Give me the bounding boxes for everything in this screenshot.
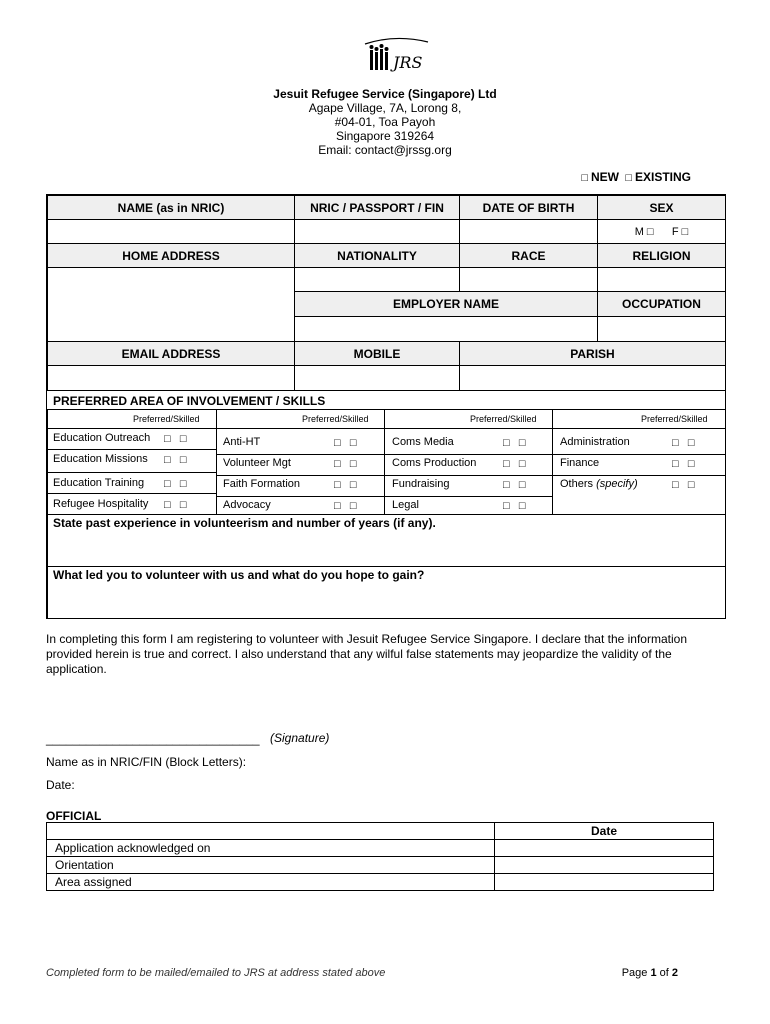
official-row-label: Orientation (47, 857, 495, 874)
skill-checkboxes[interactable]: □ □ (334, 437, 357, 449)
skill-coms-media: Coms Media (392, 436, 454, 448)
skill-fundraising: Fundraising (392, 478, 450, 490)
page-total: 2 (671, 967, 678, 979)
name-field[interactable] (47, 219, 295, 244)
skill-coms-production: Coms Production (392, 457, 477, 469)
page-number (622, 967, 678, 979)
page-current: 1 (650, 967, 657, 979)
signature-label: (Signature) (270, 731, 330, 745)
table-row (47, 823, 714, 840)
occupation-field[interactable] (597, 316, 726, 342)
occupation-header: OCCUPATION (597, 291, 726, 317)
email-field[interactable] (47, 365, 295, 391)
employer-field[interactable] (294, 316, 598, 342)
nationality-field[interactable] (294, 267, 460, 292)
preferred-skilled-label-3: Preferred/Skilled (470, 414, 537, 424)
org-email: Email: contact@jrssg.org (318, 143, 452, 157)
skill-finance: Finance (560, 457, 600, 469)
race-field[interactable] (459, 267, 598, 292)
skill-administration: Administration (560, 436, 630, 448)
involvement-title: PREFERRED AREA OF INVOLVEMENT / SKILLS (53, 394, 326, 408)
mobile-field[interactable] (294, 365, 460, 391)
nric-field[interactable] (294, 219, 460, 244)
org-address-line1: Agape Village, 7A, Lorong 8, (308, 101, 462, 115)
official-table (46, 822, 714, 891)
parish-header: PARISH (459, 341, 726, 366)
skill-refugee-hospitality: Refugee Hospitality (53, 498, 149, 510)
preferred-skilled-label-1: Preferred/Skilled (133, 414, 200, 424)
skill-anti-ht: Anti-HT (223, 436, 261, 448)
block-name-label: Name as in NRIC/FIN (Block Letters): (46, 755, 247, 769)
skill-checkboxes[interactable]: □ □ (672, 437, 695, 449)
existing-checkbox[interactable]: □ (625, 172, 632, 184)
jrs-logo (360, 36, 430, 76)
skill-education-training: Education Training (53, 477, 145, 489)
official-date-field[interactable] (495, 857, 714, 874)
skill-checkboxes[interactable]: □ □ (164, 478, 187, 490)
skill-checkboxes[interactable]: □ □ (334, 500, 357, 512)
preferred-skilled-label-2: Preferred/Skilled (302, 414, 369, 424)
race-header: RACE (459, 243, 598, 268)
skill-others-label: Others (560, 478, 594, 490)
skill-checkboxes[interactable]: □ □ (334, 458, 357, 470)
org-address-line3: Singapore 319264 (335, 129, 435, 143)
skill-education-outreach: Education Outreach (53, 432, 151, 444)
preferred-skilled-label-4: Preferred/Skilled (641, 414, 708, 424)
skill-checkboxes[interactable]: □ □ (503, 458, 526, 470)
table-row (47, 874, 714, 891)
existing-label: EXISTING (634, 170, 691, 184)
skill-checkboxes[interactable]: □ □ (334, 479, 357, 491)
skill-checkboxes[interactable]: □ □ (164, 454, 187, 466)
skill-checkboxes[interactable]: □ □ (503, 500, 526, 512)
org-name: Jesuit Refugee Service (Singapore) Ltd (273, 87, 497, 101)
official-header-blank (47, 823, 495, 840)
mobile-header: MOBILE (294, 341, 460, 366)
skill-education-missions: Education Missions (53, 453, 148, 465)
home-address-header: HOME ADDRESS (47, 243, 295, 268)
declaration-text: In completing this form I am registering to volunteer with Jesuit Refugee Service Singapore. I declare that the information provided herein is true and correct. I also understand that any wilful false statements may jeopardize the validity of the application. (46, 632, 687, 676)
table-row (47, 857, 714, 874)
official-title: OFFICIAL (46, 809, 102, 823)
skill-checkboxes[interactable]: □ □ (672, 479, 695, 491)
skill-checkboxes[interactable]: □ □ (164, 433, 187, 445)
signature-line[interactable]: ________________________________ (46, 732, 260, 746)
official-row-label: Application acknowledged on (47, 840, 495, 857)
name-header: NAME (as in NRIC) (47, 195, 295, 220)
parish-field[interactable] (459, 365, 726, 391)
date-header: Date (495, 823, 714, 840)
footer-note: Completed form to be mailed/emailed to JRS at address stated above (46, 967, 386, 979)
skill-others-specify: (specify) (596, 478, 638, 490)
skill-checkboxes[interactable]: □ □ (503, 437, 526, 449)
email-header: EMAIL ADDRESS (47, 341, 295, 366)
skill-legal: Legal (392, 499, 419, 511)
dob-header: DATE OF BIRTH (459, 195, 598, 220)
date-label: Date: (46, 778, 75, 792)
employer-header: EMPLOYER NAME (294, 291, 598, 317)
org-address-line2: #04-01, Toa Payoh (334, 115, 436, 129)
skill-faith-formation: Faith Formation (223, 478, 301, 490)
motivation-question: What led you to volunteer with us and what do you hope to gain? (53, 568, 425, 582)
official-date-field[interactable] (495, 840, 714, 857)
table-row (47, 840, 714, 857)
skill-others (560, 478, 638, 490)
official-row-label: Area assigned (47, 874, 495, 891)
svg-text:JRS: JRS (393, 53, 423, 72)
dob-field[interactable] (459, 219, 598, 244)
skill-checkboxes[interactable]: □ □ (164, 499, 187, 511)
religion-header: RELIGION (597, 243, 726, 268)
new-checkbox[interactable]: □ (581, 172, 588, 184)
skill-advocacy: Advocacy (223, 499, 271, 511)
skill-volunteer-mgt: Volunteer Mgt (223, 457, 291, 469)
nationality-header: NATIONALITY (294, 243, 460, 268)
official-date-field[interactable] (495, 874, 714, 891)
skill-checkboxes[interactable]: □ □ (503, 479, 526, 491)
home-address-field[interactable] (47, 267, 295, 342)
skill-checkboxes[interactable]: □ □ (672, 458, 695, 470)
nric-header: NRIC / PASSPORT / FIN (294, 195, 460, 220)
sex-header: SEX (597, 195, 726, 220)
sex-options[interactable]: M □ F □ (597, 219, 726, 244)
religion-field[interactable] (597, 267, 726, 292)
applicant-status (578, 170, 691, 184)
new-label: NEW (590, 170, 619, 184)
experience-question: State past experience in volunteerism and number of years (if any). (53, 516, 436, 530)
page-of: of (656, 967, 672, 979)
page-prefix: Page (621, 967, 651, 979)
